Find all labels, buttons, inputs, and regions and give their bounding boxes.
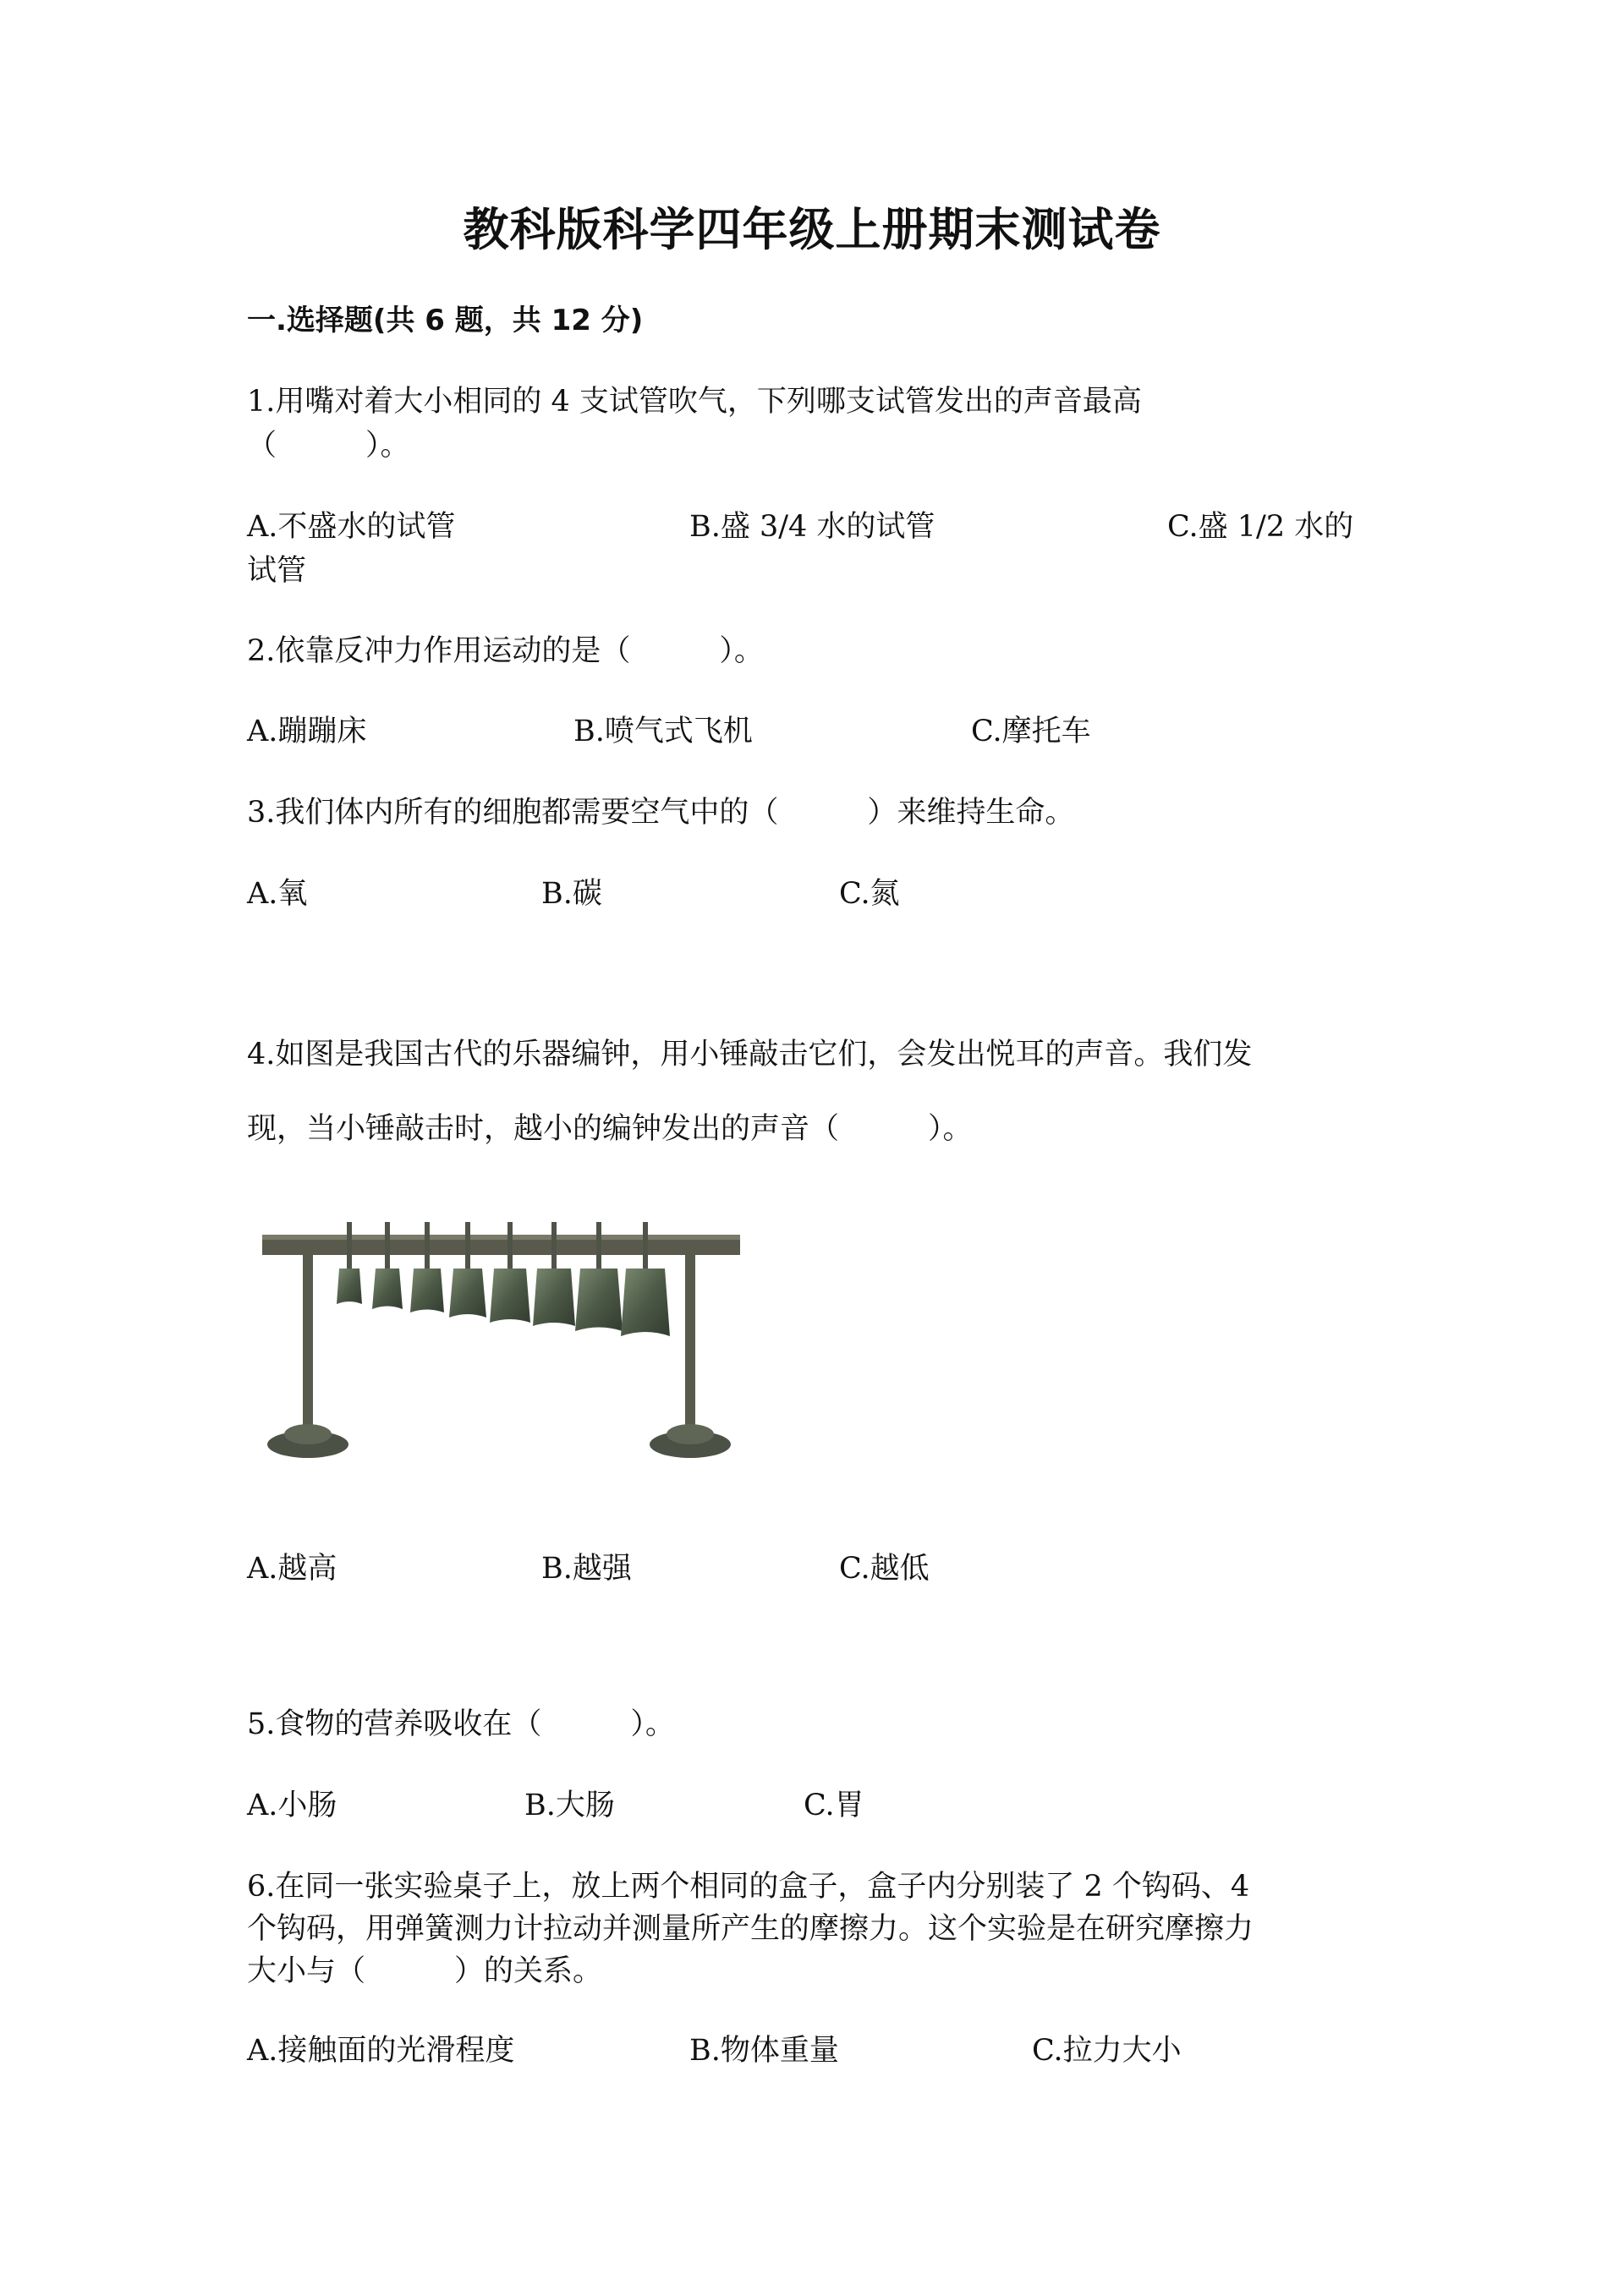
question-5-line-1: 5.食物的营养吸收在（ ）。 [247, 1707, 675, 1741]
question-1-line-2: （ ）。 [247, 429, 410, 463]
page-title: 教科版科学四年级上册期末测试卷 [463, 203, 1161, 256]
section-heading: 一.选择题(共 6 题，共 12 分) [247, 304, 644, 337]
bell-rack-left-base-coil [284, 1424, 332, 1444]
question-6-option-c[interactable]: C.拉力大小 [1032, 2034, 1182, 2068]
question-6-line-3: 大小与（ ）的关系。 [247, 1954, 603, 1988]
question-6-line-2: 个钩码，用弹簧测力计拉动并测量所产生的摩擦力。这个实验是在研究摩擦力 [247, 1912, 1254, 1946]
question-4-option-c[interactable]: C.越低 [839, 1552, 930, 1586]
question-4-option-a[interactable]: A.越高 [247, 1552, 337, 1586]
question-4-line-1: 4.如图是我国古代的乐器编钟，用小锤敲击它们，会发出悦耳的声音。我们发 [247, 1038, 1253, 1071]
question-6-line-1: 6.在同一张实验桌子上，放上两个相同的盒子，盒子内分别装了 2 个钩码、4 [247, 1870, 1250, 1904]
question-2-option-c[interactable]: C.摩托车 [971, 715, 1091, 748]
bell-rack-right-base-coil [667, 1424, 714, 1444]
question-4-line-2: 现，当小锤敲击时，越小的编钟发出的声音（ ）。 [247, 1112, 973, 1146]
question-1-line-1: 1.用嘴对着大小相同的 4 支试管吹气，下列哪支试管发出的声音最高 [247, 385, 1142, 419]
bell-rack-beam-top [262, 1235, 740, 1240]
question-2-option-b[interactable]: B.喷气式飞机 [573, 715, 753, 748]
question-3-option-c[interactable]: C.氮 [839, 877, 900, 911]
question-3-option-a[interactable]: A.氧 [247, 877, 308, 911]
question-5-option-b[interactable]: B.大肠 [524, 1789, 615, 1822]
question-1-option-c-wrap: 试管 [247, 554, 307, 588]
question-3-option-b[interactable]: B.碳 [541, 877, 602, 911]
question-5-option-c[interactable]: C.胃 [804, 1789, 864, 1822]
question-4-option-b[interactable]: B.越强 [541, 1552, 632, 1586]
bell-rack-right-post [685, 1255, 695, 1437]
question-1-option-a[interactable]: A.不盛水的试管 [247, 510, 456, 544]
question-2-line-1: 2.依靠反冲力作用运动的是（ ）。 [247, 634, 764, 668]
question-1-option-c[interactable]: C.盛 1/2 水的 [1167, 510, 1354, 544]
bell-rack-left-post [303, 1255, 313, 1437]
question-2-option-a[interactable]: A.蹦蹦床 [247, 715, 367, 748]
question-3-line-1: 3.我们体内所有的细胞都需要空气中的（ ）来维持生命。 [247, 796, 1075, 830]
question-1-option-b[interactable]: B.盛 3/4 水的试管 [689, 510, 935, 544]
question-5-option-a[interactable]: A.小肠 [247, 1789, 337, 1822]
question-6-option-b[interactable]: B.物体重量 [689, 2034, 839, 2068]
bell-1 [337, 1222, 362, 1304]
question-6-option-a[interactable]: A.接触面的光滑程度 [247, 2034, 515, 2068]
bianzhong-bells-image [254, 1218, 753, 1471]
